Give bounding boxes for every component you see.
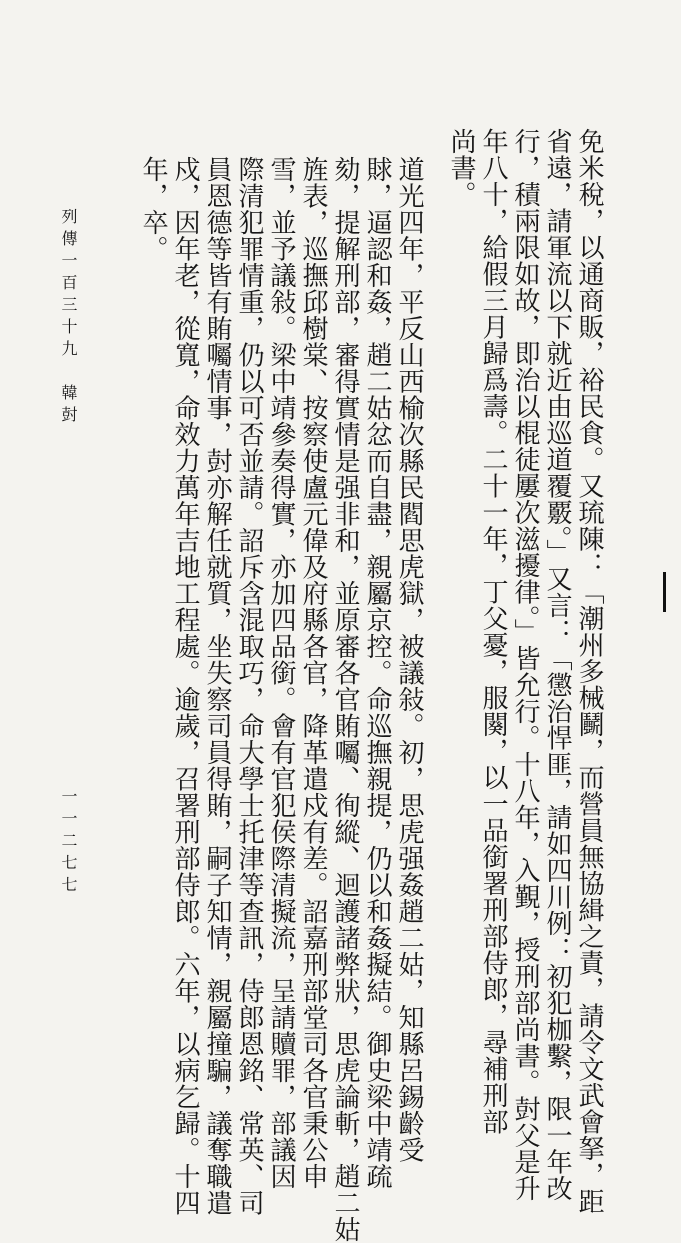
- text-column-13: 戍，因年老，從寬，命效力萬年吉地工程處。逾歲，召署刑部侍郎。六年，以病乞歸。十四: [170, 156, 201, 1216]
- text-column-14: 年，卒。: [138, 156, 169, 262]
- text-column-5: 尚書。: [446, 128, 477, 208]
- running-footer-title: 列傳一百三十九 韓尌: [59, 208, 78, 428]
- text-column-2: 省遠，請軍流以下就近由巡道覆覈。」又言：「懲治悍匪，請如四川例：初犯枷繫，限一年改: [542, 128, 573, 1202]
- scan-edge-mark: [663, 572, 666, 612]
- text-column-12: 員恩德等皆有賄囑情事，尌亦解任就質，坐失察司員得賄，嗣子知情，親屬撞騙，議奪職遣: [202, 156, 233, 1216]
- text-column-4: 年八十，給假三月歸爲壽。二十一年，丁父憂，服闋，以一品銜署刑部侍郎，尋補刑部: [478, 128, 509, 1135]
- text-column-1: 免米稅，以通商販，裕民食。又琉陳：「潮州多械鬭，而營員無協緝之責，請令文武會拏，距: [574, 128, 605, 1215]
- text-column-7: 賕，逼認和姦，趙二姑忿而自盡，親屬京控。命巡撫親提，仍以和姦擬結。御史梁中靖疏: [362, 156, 393, 1190]
- text-column-10: 雪，並予議敍。梁中靖參奏得實，亦加四品銜。會有官犯侯際清擬流，呈請贖罪，部議因: [266, 156, 297, 1190]
- text-column-8: 劾，提解刑部，審得實情是强非和，並原審各官賄囑、徇縱、迴護諸弊狀，思虎論斬，趙二姑: [330, 156, 361, 1243]
- text-column-6: 道光四年，平反山西榆次縣民閻思虎獄，被議敍。初，思虎强姦趙二姑，知縣呂錫齡受: [394, 156, 425, 1163]
- text-column-11: 際清犯罪情重，仍以可否並請。詔斥含混取巧，命大學士托津等查訊，侍郎恩銘、常英、司: [234, 156, 265, 1216]
- page-number: 一一二七七: [59, 788, 78, 898]
- text-column-9: 旌表，巡撫邱樹棠、按察使盧元偉及府縣各官，降革遣戍有差。詔嘉刑部堂司各官秉公申: [298, 156, 329, 1190]
- text-column-3: 行，積兩限如故，即治以棍徒屢次滋擾律。」皆允行。十八年，入覲，授刑部尚書。尌父是升: [510, 128, 541, 1202]
